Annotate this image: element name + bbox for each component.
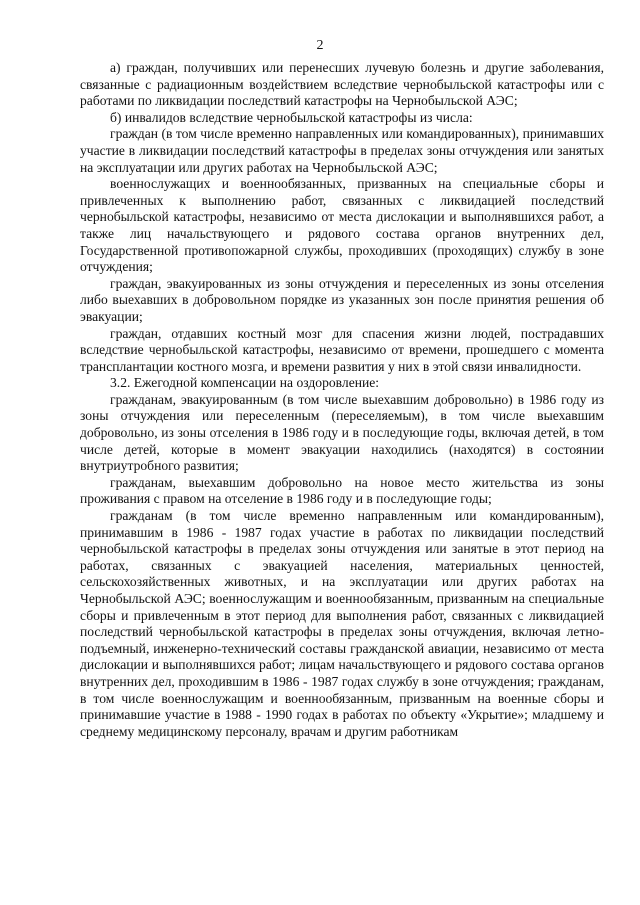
page-number: 2 (316, 38, 324, 53)
paragraph-military-personnel: военнослужащих и военнообязанных, призванных на специальные сборы и привлеченных к выполнению работ, связанных с ликвидацией последствий чернобыльской катастрофы, независимо от места дислокации и выполнявшихся работ, а также лиц начальствующего и рядового состава органов внутренних дел, Государственной противопожарной службы, проходивших (проходящих) службу в зоне отчуждения; (80, 176, 604, 275)
paragraph-bone-marrow-donors: граждан, отдавших костный мозг для спасения жизни людей, пострадавших вследствие чернобыльской катастрофы, независимо от времени, прошедшего с момента трансплантации костного мозга, и времени развития у них в этой связи инвалидности. (80, 325, 604, 374)
paragraph-liquidation-participants: граждан (в том числе временно направленных или командированных), принимавших участие в ликвидации последствий катастрофы в пределах зоны отчуждения или занятых на эксплуатации или других работах на Чернобыльской АЭС; (80, 126, 604, 175)
paragraph-voluntary-relocation: гражданам, выехавшим добровольно на новое место жительства из зоны проживания с правом на отселение в 1986 году и в последующие годы; (80, 474, 604, 507)
section-3-2-heading: 3.2. Ежегодной компенсации на оздоровление: (110, 375, 380, 391)
paragraph-participants-1986-1987: гражданам (в том числе временно направленным или командированным), принимавшим в 1986 - 1987 годах участие в работах по ликвидации последствий чернобыльской катастрофы в пределах зоны отчуждения или занятые в этот период на работах, связанных с эвакуацией населения, материальных ценностей, сельскохозяйственных животных, и на эксплуатации или других работах на Чернобыльской АЭС; военнослужащим и военнообязанным, призванным на специальные сборы и привлеченным в этот период для выполнения работ, связанных с ликвидацией последствий чернобыльской катастрофы в пределах зоны отчуждения, включая летно-подъемный, инженерно-технический составы гражданской авиации, независимо от места дислокации и выполнявшихся работ; лицам начальствующего и рядового состава органов внутренних дел, проходившим в 1986 - 1987 годах службу в зоне отчуждения; гражданам, в том числе военнослужащим и военнообязанным, призванным на военные сборы и принимавшие участие в 1988 - 1990 годах в работах по объекту «Укрытие»; младшему и среднему медицинскому персоналу, врачам и другим работникам (80, 508, 604, 739)
document-body (80, 60, 604, 740)
paragraph-a-radiation-illness: а) граждан, получивших или перенесших лучевую болезнь и другие заболевания, связанные с радиационным воздействием вследствие чернобыльской катастрофы или с работами по ликвидации последствий катастрофы на Чернобыльской АЭС; (80, 60, 604, 109)
paragraph-b-disabled-heading: б) инвалидов вследствие чернобыльской катастрофы из числа: (110, 109, 473, 125)
paragraph-evacuated-1986: гражданам, эвакуированным (в том числе выехавшим добровольно) в 1986 году из зоны отчуждения или переселенным (переселяемым), в том числе выехавшим добровольно, из зоны отселения в 1986 году и в последующие годы, включая детей, в том числе детей, которые в момент эвакуации находились (находятся) в состоянии внутриутробного развития; (80, 391, 604, 474)
paragraph-evacuated-citizens: граждан, эвакуированных из зоны отчуждения и переселенных из зоны отселения либо выехавших в добровольном порядке из указанных зон после принятия решения об эвакуации; (80, 275, 604, 324)
